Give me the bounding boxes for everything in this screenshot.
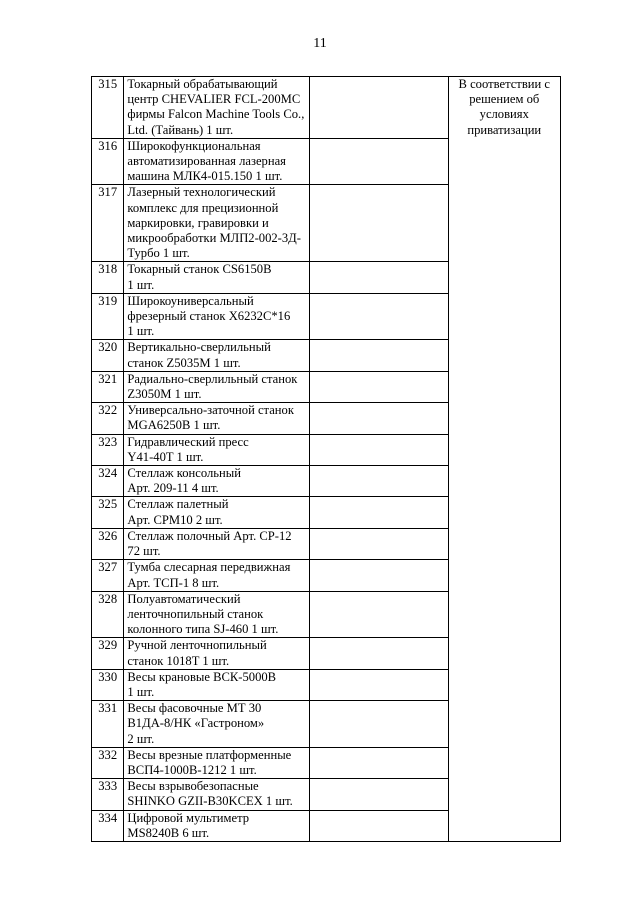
empty-cell — [309, 747, 448, 778]
row-number: 325 — [92, 497, 124, 528]
item-name: Весы крановые ВСК-5000В 1 шт. — [124, 669, 309, 700]
empty-cell — [309, 293, 448, 340]
row-number: 328 — [92, 591, 124, 638]
empty-cell — [309, 810, 448, 841]
empty-cell — [309, 138, 448, 185]
item-name: Стеллаж палетный Арт. СРМ10 2 шт. — [124, 497, 309, 528]
empty-cell — [309, 185, 448, 262]
empty-cell — [309, 340, 448, 371]
row-number: 327 — [92, 560, 124, 591]
item-name: Универсально-заточной станок MGA6250B 1 шт. — [124, 403, 309, 434]
item-name: Полуавтоматический ленточнопильный станок колонного типа SJ-460 1 шт. — [124, 591, 309, 638]
empty-cell — [309, 560, 448, 591]
item-name: Вертикально-сверлильный станок Z5035M 1 шт. — [124, 340, 309, 371]
empty-cell — [309, 669, 448, 700]
empty-cell — [309, 371, 448, 402]
empty-cell — [309, 77, 448, 139]
item-name: Гидравлический пресс Y41-40T 1 шт. — [124, 434, 309, 465]
item-name: Лазерный технологический комплекс для прецизионной маркировки, гравировки и микрообработки МЛП2-002-3Д-Турбо 1 шт. — [124, 185, 309, 262]
item-name: Стеллаж консольный Арт. 209-11 4 шт. — [124, 466, 309, 497]
item-name: Широкофункциональная автоматизированная лазерная машина МЛК4-015.150 1 шт. — [124, 138, 309, 185]
row-number: 326 — [92, 528, 124, 559]
table-row — [92, 77, 561, 139]
row-number: 318 — [92, 262, 124, 293]
property-table — [91, 76, 561, 842]
row-number: 334 — [92, 810, 124, 841]
item-name: Цифровой мультиметр MS8240B 6 шт. — [124, 810, 309, 841]
item-name: Токарный обрабатывающий центр CHEVALIER FCL-200MC фирмы Falcon Machine Tools Co., Ltd. (Тайвань) 1 шт. — [124, 77, 309, 139]
item-name: Широкоуниверсальный фрезерный станок Х6232С*16 1 шт. — [124, 293, 309, 340]
privatization-note: В соответствии с решением об условиях приватизации — [448, 77, 560, 842]
row-number: 316 — [92, 138, 124, 185]
row-number: 315 — [92, 77, 124, 139]
empty-cell — [309, 466, 448, 497]
row-number: 320 — [92, 340, 124, 371]
empty-cell — [309, 638, 448, 669]
empty-cell — [309, 403, 448, 434]
row-number: 331 — [92, 701, 124, 748]
property-table-body — [92, 77, 561, 842]
item-name: Весы фасовочные МТ 30 В1ДА-8/НК «Гастроном» 2 шт. — [124, 701, 309, 748]
item-name: Токарный станок CS6150B 1 шт. — [124, 262, 309, 293]
row-number: 319 — [92, 293, 124, 340]
item-name: Весы взрывобезопасные SHINKO GZII-B30KCEX 1 шт. — [124, 779, 309, 810]
empty-cell — [309, 779, 448, 810]
empty-cell — [309, 497, 448, 528]
empty-cell — [309, 262, 448, 293]
page-number: 11 — [313, 36, 327, 51]
empty-cell — [309, 701, 448, 748]
empty-cell — [309, 434, 448, 465]
item-name: Ручной ленточнопильный станок 1018T 1 шт. — [124, 638, 309, 669]
row-number: 322 — [92, 403, 124, 434]
row-number: 330 — [92, 669, 124, 700]
item-name: Весы врезные платформенные ВСП4-1000В-1212 1 шт. — [124, 747, 309, 778]
empty-cell — [309, 591, 448, 638]
row-number: 324 — [92, 466, 124, 497]
row-number: 329 — [92, 638, 124, 669]
row-number: 323 — [92, 434, 124, 465]
item-name: Стеллаж полочный Арт. СР-12 72 шт. — [124, 528, 309, 559]
row-number: 321 — [92, 371, 124, 402]
row-number: 332 — [92, 747, 124, 778]
item-name: Тумба слесарная передвижная Арт. ТСП-1 8 шт. — [124, 560, 309, 591]
row-number: 333 — [92, 779, 124, 810]
row-number: 317 — [92, 185, 124, 262]
item-name: Радиально-сверлильный станок Z3050M 1 шт. — [124, 371, 309, 402]
empty-cell — [309, 528, 448, 559]
